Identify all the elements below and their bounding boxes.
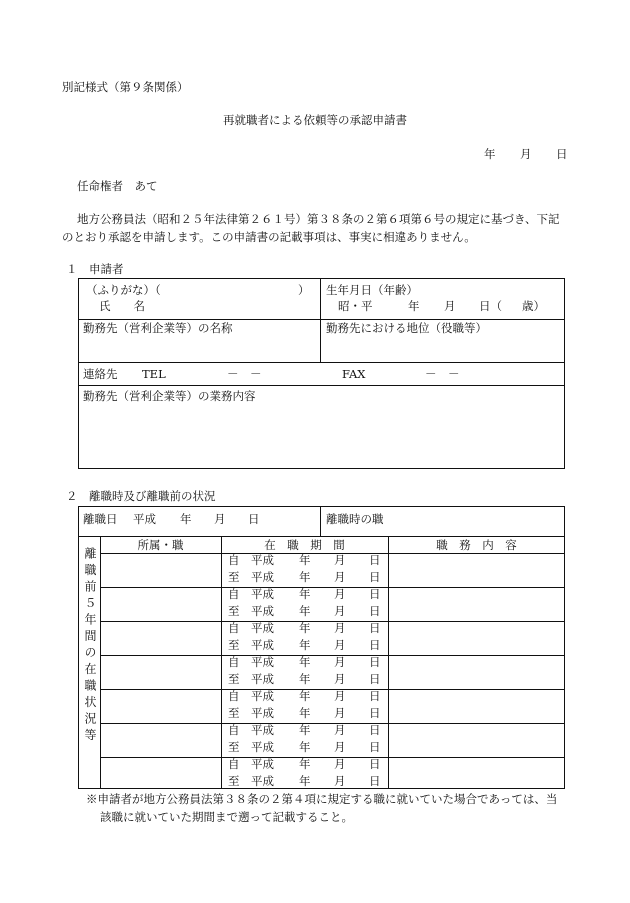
period-to-label: 至	[228, 672, 240, 686]
employer-position-label: 勤務先における地位（役職等）	[326, 321, 487, 335]
document-title: 再就職者による依頼等の承認申請書	[223, 113, 407, 127]
period-day-unit: 日	[369, 774, 381, 788]
period-from-label: 自	[228, 621, 240, 635]
period-month-unit: 月	[334, 570, 346, 584]
period-to-label: 至	[228, 604, 240, 618]
contact-label: 連絡先	[83, 367, 118, 381]
period-to-label: 至	[228, 740, 240, 754]
section2-heading: ２ 離職時及び離職前の状況	[66, 489, 216, 503]
intro-line-1: 地方公務員法（昭和２５年法律第２６１号）第３８条の２第６項第６号の規定に基づき、下記	[77, 212, 560, 226]
period-day-unit: 日	[369, 587, 381, 601]
period-month-unit: 月	[334, 774, 346, 788]
period-era: 平成	[251, 672, 274, 686]
date-month-unit: 月	[520, 147, 532, 161]
column-period: 在 職 期 間	[264, 538, 345, 552]
period-day-unit: 日	[369, 723, 381, 737]
column-duties: 職 務 内 容	[436, 538, 517, 552]
period-month-unit: 月	[334, 587, 346, 601]
retire-day-unit: 日	[248, 512, 260, 526]
period-to-label: 至	[228, 774, 240, 788]
period-era: 平成	[251, 553, 274, 567]
period-era: 平成	[251, 723, 274, 737]
period-month-unit: 月	[334, 553, 346, 567]
column-affiliation: 所属・職	[137, 538, 184, 552]
period-year-unit: 年	[299, 621, 311, 635]
period-month-unit: 月	[334, 672, 346, 686]
period-month-unit: 月	[334, 740, 346, 754]
retire-date-label: 離職日	[83, 512, 118, 526]
birth-year-unit: 年	[408, 299, 420, 313]
period-day-unit: 日	[369, 689, 381, 703]
period-month-unit: 月	[334, 706, 346, 720]
period-month-unit: 月	[334, 757, 346, 771]
birth-month-unit: 月	[444, 299, 456, 313]
retire-era: 平成	[133, 512, 156, 526]
period-month-unit: 月	[334, 604, 346, 618]
period-day-unit: 日	[369, 553, 381, 567]
period-month-unit: 月	[334, 638, 346, 652]
name-label: 氏 名	[99, 299, 145, 313]
period-from-label: 自	[228, 689, 240, 703]
period-from-label: 自	[228, 757, 240, 771]
period-to-label: 至	[228, 570, 240, 584]
period-year-unit: 年	[299, 655, 311, 669]
period-era: 平成	[251, 604, 274, 618]
age-suffix: 歳）	[522, 299, 545, 313]
furigana-close: ）	[298, 283, 310, 297]
prior-employment-vertical-label: 離職前５年間の在職状況等	[83, 547, 97, 745]
section1-heading: １ 申請者	[66, 262, 124, 276]
tel-dashes: － －	[227, 367, 262, 381]
period-day-unit: 日	[369, 570, 381, 584]
period-year-unit: 年	[299, 723, 311, 737]
period-year-unit: 年	[299, 757, 311, 771]
period-day-unit: 日	[369, 604, 381, 618]
period-from-label: 自	[228, 587, 240, 601]
period-month-unit: 月	[334, 689, 346, 703]
period-day-unit: 日	[369, 706, 381, 720]
period-era: 平成	[251, 757, 274, 771]
period-day-unit: 日	[369, 757, 381, 771]
period-year-unit: 年	[299, 570, 311, 584]
period-era: 平成	[251, 587, 274, 601]
retire-month-unit: 月	[214, 512, 226, 526]
date-day-unit: 日	[556, 147, 568, 161]
period-month-unit: 月	[334, 723, 346, 737]
business-content-label: 勤務先（営利企業等）の業務内容	[83, 389, 256, 403]
period-month-unit: 月	[334, 621, 346, 635]
period-to-label: 至	[228, 706, 240, 720]
period-day-unit: 日	[369, 672, 381, 686]
form-label: 別記様式（第９条関係）	[62, 80, 189, 94]
tel-label: TEL	[142, 367, 166, 381]
period-era: 平成	[251, 706, 274, 720]
note-line-1: ※申請者が地方公務員法第３８条の２第４項に規定する職に就いていた場合であっては、当	[86, 792, 558, 806]
period-era: 平成	[251, 621, 274, 635]
fax-dashes: － －	[425, 367, 460, 381]
period-from-label: 自	[228, 723, 240, 737]
era-label: 昭・平	[338, 299, 373, 313]
period-year-unit: 年	[299, 672, 311, 686]
note-line-2: 該職に就いていた期間まで遡って記載すること。	[100, 810, 353, 824]
period-to-label: 至	[228, 638, 240, 652]
employer-name-label: 勤務先（営利企業等）の名称	[83, 321, 233, 335]
period-year-unit: 年	[299, 604, 311, 618]
retire-year-unit: 年	[180, 512, 192, 526]
period-day-unit: 日	[369, 638, 381, 652]
period-year-unit: 年	[299, 553, 311, 567]
period-era: 平成	[251, 638, 274, 652]
period-from-label: 自	[228, 655, 240, 669]
period-year-unit: 年	[299, 740, 311, 754]
period-from-label: 自	[228, 553, 240, 567]
retire-post-label: 離職時の職	[326, 512, 384, 526]
period-era: 平成	[251, 655, 274, 669]
period-year-unit: 年	[299, 638, 311, 652]
period-month-unit: 月	[334, 655, 346, 669]
period-era: 平成	[251, 774, 274, 788]
period-era: 平成	[251, 570, 274, 584]
period-day-unit: 日	[369, 621, 381, 635]
addressee: 任命権者 あて	[77, 179, 158, 193]
period-day-unit: 日	[369, 655, 381, 669]
period-year-unit: 年	[299, 587, 311, 601]
date-year-unit: 年	[484, 147, 496, 161]
furigana-label: （ふりがな）（	[86, 283, 161, 297]
fax-label: FAX	[342, 367, 366, 381]
birthdate-label: 生年月日（年齢）	[326, 283, 418, 297]
period-era: 平成	[251, 740, 274, 754]
birth-day-unit: 日（	[479, 299, 502, 313]
period-era: 平成	[251, 689, 274, 703]
intro-line-2: のとおり承認を申請します。この申請書の記載事項は、事実に相違ありません。	[62, 230, 476, 244]
period-year-unit: 年	[299, 774, 311, 788]
period-year-unit: 年	[299, 689, 311, 703]
period-day-unit: 日	[369, 740, 381, 754]
period-year-unit: 年	[299, 706, 311, 720]
